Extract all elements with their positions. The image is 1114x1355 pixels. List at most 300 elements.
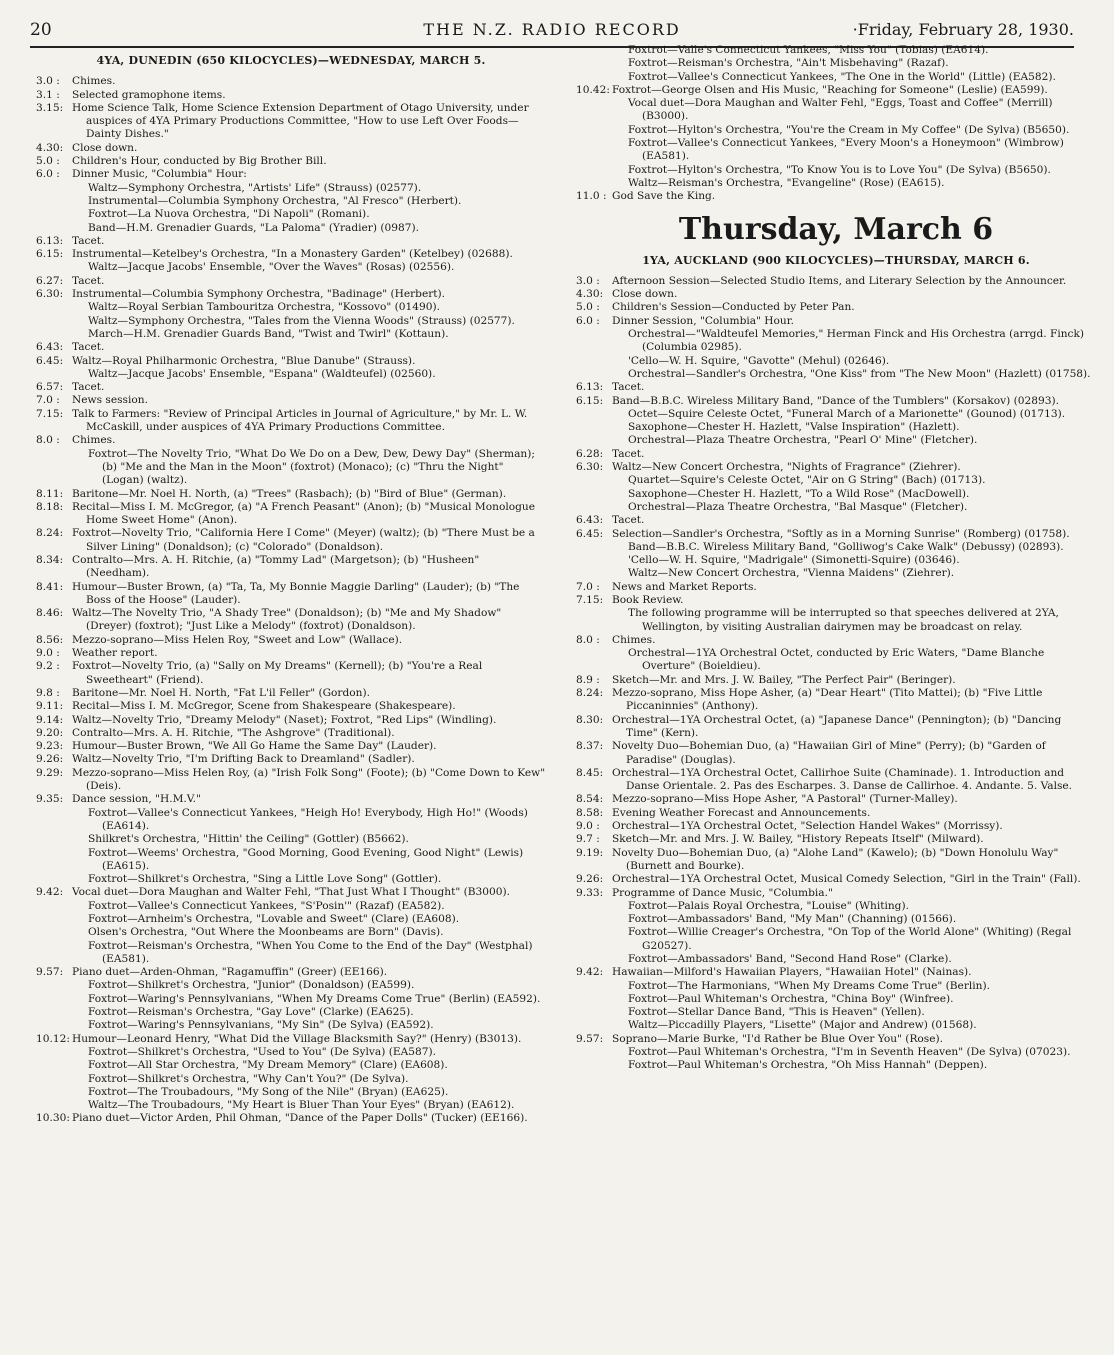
programme-entry [36, 767, 546, 794]
entry-text: Evening Weather Forecast and Announcements. [612, 806, 871, 819]
entry-time: 6.15: [36, 248, 64, 261]
entry-text: Sketch—Mr. and Mrs. J. W. Bailey, "The Perfect Pair" (Beringer). [612, 673, 956, 686]
programme-entry [36, 195, 546, 208]
entry-text: Vocal duet—Dora Maughan and Walter Fehl, "Eggs, Toast and Coffee" (Merrill) (B3000). [628, 97, 1053, 123]
programme-entry [36, 687, 546, 700]
entry-time: 9.7 : [576, 833, 600, 846]
entry-text: Foxtrot—Novelty Trio, (a) "Sally on My Dreams" (Kernell); (b) "You're a Real Sweetheart" (Friend). [72, 660, 483, 686]
entry-time: 9.8 : [36, 686, 60, 699]
programme-entry [576, 84, 1096, 97]
programme-entry [36, 368, 546, 381]
entry-text: Foxtrot—Paul Whiteman's Orchestra, "Oh Miss Hannah" (Deppen). [628, 1059, 988, 1072]
programme-entry [36, 913, 546, 926]
entry-time: 6.30: [36, 288, 64, 301]
programme-entry [576, 395, 1096, 408]
programme-entry [36, 501, 546, 528]
entry-text: Contralto—Mrs. A. H. Ritchie, (a) "Tommy Lad" (Margetson); (b) "Husheen" (Needham). [72, 553, 480, 580]
entry-text: Foxtrot—Hylton's Orchestra, "To Know You is to Love You" (De Sylva) (B5650). [628, 163, 1051, 176]
entry-text: Programme of Dance Music, "Columbia." [612, 886, 833, 899]
programme-entry [36, 488, 546, 501]
programme-entry [36, 660, 546, 687]
entry-time: 6.30: [576, 461, 604, 474]
programme-entry [576, 847, 1096, 874]
entry-time: 3.15: [36, 101, 64, 114]
entry-text: Tacet. [72, 341, 105, 354]
programme-entry [576, 275, 1096, 288]
entry-text: Orchestral—Sandler's Orchestra, "One Kiss" from "The New Moon" (Hazlett) (01758). [628, 367, 1091, 380]
entry-time: 6.15: [576, 394, 604, 407]
entry-text: Dance session, "H.M.V." [72, 793, 201, 806]
programme-entry [576, 528, 1096, 541]
entry-time: 9.33: [576, 886, 604, 899]
programme-entry [576, 873, 1096, 886]
entry-text: Weather report. [72, 647, 158, 660]
entry-time: 6.0 : [36, 168, 60, 181]
entry-text: Tacet. [72, 381, 105, 394]
entry-text: Dinner Session, "Columbia" Hour. [612, 314, 794, 327]
entry-text: Orchestral—1YA Orchestral Octet, conducted by Eric Waters, "Dame Blanche Overture" (Boieldieu). [628, 647, 1045, 673]
programme-entry [36, 900, 546, 913]
entry-time: 6.13: [36, 234, 64, 247]
entry-text: Foxtrot—Shilkret's Orchestra, "Sing a Little Love Song" (Gottler). [88, 873, 442, 886]
programme-entry [36, 1019, 546, 1032]
programme-entry [36, 261, 546, 274]
entry-text: Foxtrot—The Novelty Trio, "What Do We Do on a Dew, Dew, Dewy Day" (Sherman); (b) "Me and the Man in the Moon" (foxtrot) (Monaco); (c) "Thru the Night" (Logan) (waltz). [88, 447, 535, 487]
entry-time: 8.11: [36, 487, 64, 500]
programme-entry [576, 900, 1096, 913]
programme-entry [576, 137, 1096, 164]
entry-text: Close down. [72, 141, 138, 154]
programme-entry [36, 873, 546, 886]
programme-entry [36, 1112, 546, 1125]
entry-time: 5.0 : [576, 301, 600, 314]
entry-time: 9.2 : [36, 660, 60, 673]
programme-entry [576, 740, 1096, 767]
programme-entry [36, 248, 546, 261]
programme-entry [576, 434, 1096, 447]
entry-time: 9.19: [576, 846, 604, 859]
programme-entry [576, 301, 1096, 314]
programme-entry [36, 833, 546, 846]
entry-text: Foxtrot—Hylton's Orchestra, "You're the Cream in My Coffee" (De Sylva) (B5650). [628, 123, 1070, 136]
entry-text: Foxtrot—Ambassadors' Band, "Second Hand Rose" (Clarke). [628, 953, 952, 965]
entry-text: Book Review. [612, 593, 684, 606]
entry-text: News session. [72, 394, 148, 407]
entry-text: Chimes. [72, 75, 116, 88]
entry-text: Foxtrot—The Troubadours, "My Song of the Nile" (Bryan) (EA625). [88, 1085, 449, 1098]
entry-time: 6.45: [36, 354, 64, 367]
entry-time: 8.41: [36, 580, 64, 593]
entry-text: Band—B.B.C. Wireless Military Band, "Dance of the Tumblers" (Korsakov) (02893). [612, 394, 1059, 407]
programme-entry [36, 288, 546, 301]
entry-time: 7.15: [576, 593, 604, 606]
entry-text: Orchestral—"Waldteufel Memories," Herman Finck and His Orchestra (arrgd. Finck) (Columbia 02985). [628, 328, 1085, 354]
entry-text: Baritone—Mr. Noel H. North, (a) "Trees" (Rasbach); (b) "Bird of Blue" (German). [72, 487, 507, 500]
station-heading-4ya: 4YA, DUNEDIN (650 KILOCYCLES)—WEDNESDAY, MARCH 5. [96, 54, 486, 67]
entry-text: Children's Hour, conducted by Big Brother Bill. [72, 155, 327, 168]
station-heading-1ya: 1YA, AUCKLAND (900 KILOCYCLES)—THURSDAY, MARCH 6. [642, 253, 1030, 267]
entry-text: God Save the King. [612, 190, 716, 203]
entry-time: 9.0 : [576, 820, 600, 833]
entry-text: Waltz—Royal Philharmonic Orchestra, "Blue Danube" (Strauss). [72, 354, 416, 367]
programme-entry [36, 926, 546, 939]
entry-time: 3.0 : [576, 274, 600, 287]
entry-text: Saxophone—Chester H. Hazlett, "Valse Inspiration" (Hazlett). [628, 421, 960, 434]
entry-text: Instrumental—Columbia Symphony Orchestra, "Al Fresco" (Herbert). [88, 194, 462, 207]
programme-entry [36, 807, 546, 834]
entry-time: 9.29: [36, 766, 64, 779]
entry-text: Orchestral—1YA Orchestral Octet, "Selection Handel Wakes" (Morrissy). [612, 820, 1003, 833]
programme-entry [36, 979, 546, 992]
entry-text: Foxtrot—Reisman's Orchestra, "Ain't Misbehaving" (Razaf). [628, 57, 949, 70]
programme-entry [36, 1033, 546, 1046]
programme-entry [576, 1033, 1096, 1046]
programme-entry [576, 461, 1096, 474]
entry-text: Novelty Duo—Bohemian Duo, (a) "Hawaiian Girl of Mine" (Perry); (b) "Garden of Paradise" (Douglas). [612, 740, 1046, 766]
entry-text: Olsen's Orchestra, "Out Where the Moonbeams are Born" (Davis). [88, 926, 444, 939]
programme-entry [576, 714, 1096, 741]
entry-time: 8.30: [576, 713, 604, 726]
programme-entry [576, 288, 1096, 301]
entry-text: Waltz—New Concert Orchestra, "Nights of Fragrance" (Ziehrer). [612, 461, 961, 474]
programme-entry [36, 182, 546, 195]
programme-entry [576, 607, 1096, 634]
programme-entry [36, 142, 546, 155]
programme-entry [36, 993, 546, 1006]
entry-time: 5.0 : [36, 155, 60, 168]
publication-title: THE N.Z. RADIO RECORD [423, 20, 681, 39]
entry-time: 9.26: [576, 873, 604, 886]
programme-entry [576, 421, 1096, 434]
entry-text: Orchestral—1YA Orchestral Octet, Callirhoe Suite (Chaminade). 1. Introduction and Danse Orientale. 2. Pas des Escharpes. 3. Danse de Callirhoe. 4. Andante. 5. Valse. [612, 766, 1073, 793]
programme-entry [576, 594, 1096, 607]
entry-text: Orchestral—1YA Orchestral Octet, Musical Comedy Selection, "Girl in the Train" (Fall). [612, 873, 1081, 886]
programme-entry [36, 102, 546, 142]
entry-time: 9.23: [36, 740, 64, 753]
entry-text: Octet—Squire Celeste Octet, "Funeral March of a Marionette" (Gounod) (01713). [628, 407, 1066, 420]
programme-entry [36, 168, 546, 181]
programme-entry [576, 44, 1096, 57]
entry-text: Foxtrot—Arnheim's Orchestra, "Lovable and Sweet" (Clare) (EA608). [88, 913, 460, 925]
programme-entry [576, 793, 1096, 806]
entry-text: Foxtrot—Vallee's Connecticut Yankees, "Every Moon's a Honeymoon" (Wimbrow) (EA581). [628, 137, 1064, 163]
programme-list-4ya [36, 75, 546, 1125]
entry-text: Waltz—Piccadilly Players, "Lisette" (Major and Andrew) (01568). [628, 1019, 977, 1032]
programme-entry [36, 527, 546, 554]
entry-text: Foxtrot—Palais Royal Orchestra, "Louise" (Whiting). [628, 899, 909, 912]
programme-entry [576, 514, 1096, 527]
entry-text: Humour—Buster Brown, (a) "Ta, Ta, My Bonnie Maggie Darling" (Lauder); (b) "The Boss of the Hoose" (Lauder). [72, 580, 520, 606]
entry-text: Saxophone—Chester H. Hazlett, "To a Wild Rose" (MacDowell). [628, 487, 970, 500]
programme-entry [36, 886, 546, 899]
entry-text: Orchestral—Plaza Theatre Orchestra, "Pearl O' Mine" (Fletcher). [628, 434, 978, 447]
programme-entry [36, 940, 546, 967]
entry-text: Close down. [612, 288, 678, 301]
entry-text: Tacet. [72, 274, 105, 287]
entry-text: Tacet. [612, 447, 645, 460]
programme-entry [576, 177, 1096, 190]
programme-entry [36, 1073, 546, 1086]
entry-text: Home Science Talk, Home Science Extension Department of Otago University, under auspices of 4YA Primary Productions Committee, "How to use Left Over Foods—Dainty Dishes." [72, 101, 529, 141]
programme-entry [36, 847, 546, 874]
entry-text: Foxtrot—Willie Creager's Orchestra, "On Top of the World Alone" (Whiting) (Regal G20527). [628, 926, 1072, 952]
programme-entry [36, 275, 546, 288]
entry-text: Vocal duet—Dora Maughan and Walter Fehl, "That Just What I Thought" (B3000). [72, 886, 511, 899]
programme-entry [36, 75, 546, 88]
entry-text: Band—B.B.C. Wireless Military Band, "Golliwog's Cake Walk" (Debussy) (02893). [628, 540, 1064, 553]
programme-entry [36, 1099, 546, 1112]
entry-time: 3.1 : [36, 88, 60, 101]
programme-entry [36, 328, 546, 341]
entry-text: Foxtrot—Vallee's Connecticut Yankees, "S'Posin'" (Razaf) (EA582). [88, 899, 445, 912]
programme-entry [576, 381, 1096, 394]
programme-entry [576, 581, 1096, 594]
programme-entry [576, 57, 1096, 70]
entry-text: Soprano—Marie Burke, "I'd Rather be Blue Over You" (Rose). [612, 1032, 944, 1045]
entry-text: Orchestral—Plaza Theatre Orchestra, "Bal Masque" (Fletcher). [628, 500, 968, 513]
programme-entry [576, 767, 1096, 794]
programme-entry [576, 554, 1096, 567]
entry-text: Selection—Sandler's Orchestra, "Softly as in a Morning Sunrise" (Romberg) (01758). [612, 527, 1070, 540]
entry-text: News and Market Reports. [612, 580, 757, 593]
entry-text: Foxtrot—Shilkret's Orchestra, "Why Can't You?" (De Sylva). [88, 1072, 409, 1085]
programme-entry [576, 97, 1096, 124]
entry-text: Foxtrot—Vallee's Connecticut Yankees, "Heigh Ho! Everybody, High Ho!" (Woods) (EA614). [88, 806, 528, 832]
programme-entry [576, 993, 1096, 1006]
programme-entry [36, 89, 546, 102]
programme-entry [36, 341, 546, 354]
entry-text: Recital—Miss I. M. McGregor, (a) "A French Peasant" (Anon); (b) "Musical Monologue Home Sweet Home" (Anon). [72, 500, 535, 527]
entry-text: Waltz—Symphony Orchestra, "Artists' Life" (Strauss) (02577). [88, 181, 422, 194]
entry-text: Foxtrot—All Star Orchestra, "My Dream Memory" (Clare) (EA608). [88, 1059, 448, 1072]
programme-entry [576, 1006, 1096, 1019]
entry-time: 6.43: [576, 514, 604, 527]
programme-entry [576, 913, 1096, 926]
programme-entry [576, 634, 1096, 647]
entry-text: Chimes. [72, 434, 116, 447]
entry-text: Foxtrot—Valle's Connecticut Yankees, "Miss You" (Tobias) (EA614). [628, 44, 989, 56]
entry-time: 8.45: [576, 766, 604, 779]
programme-entry [36, 714, 546, 727]
entry-text: Foxtrot—Reisman's Orchestra, "When You Come to the End of the Day" (Westphal) (EA581). [88, 939, 533, 965]
programme-entry [36, 607, 546, 634]
entry-text: Foxtrot—Reisman's Orchestra, "Gay Love" (Clarke) (EA625). [88, 1006, 414, 1019]
entry-text: Foxtrot—Novelty Trio, "California Here I Come" (Meyer) (waltz); (b) "There Must be a Silver Lining" (Donaldson); (c) "Colorado" (Donaldson). [72, 527, 535, 553]
entry-text: Waltz—Novelty Trio, "Dreamy Melody" (Naset); Foxtrot, "Red Lips" (Windling). [72, 713, 497, 726]
programme-entry [576, 1059, 1096, 1072]
left-column [36, 52, 546, 1126]
entry-text: Children's Session—Conducted by Peter Pan. [612, 301, 855, 314]
programme-entry [576, 164, 1096, 177]
programme-entry [576, 190, 1096, 203]
entry-time: 7.15: [36, 407, 64, 420]
entry-time: 9.11: [36, 700, 64, 713]
programme-entry [576, 448, 1096, 461]
programme-entry [36, 355, 546, 368]
page-number: 20 [30, 20, 52, 40]
issue-date: ·Friday, February 28, 1930. [852, 20, 1074, 39]
programme-entry [576, 647, 1096, 674]
entry-text: Foxtrot—Weems' Orchestra, "Good Morning, Good Evening, Good Night" (Lewis) (EA615). [88, 846, 524, 872]
programme-entry [36, 647, 546, 660]
entry-text: Foxtrot—Paul Whiteman's Orchestra, "China Boy" (Winfree). [628, 992, 954, 1005]
entry-time: 11.0 : [576, 190, 607, 203]
programme-entry [36, 966, 546, 979]
programme-entry [576, 953, 1096, 966]
entry-time: 9.0 : [36, 647, 60, 660]
entry-time: 8.56: [36, 633, 64, 646]
entry-time: 7.0 : [36, 394, 60, 407]
entry-time: 6.43: [36, 341, 64, 354]
programme-entry [576, 1019, 1096, 1032]
entry-time: 6.27: [36, 274, 64, 287]
programme-entry [576, 820, 1096, 833]
entry-time: 6.13: [576, 381, 604, 394]
entry-text: Sketch—Mr. and Mrs. J. W. Bailey, "History Repeats Itself" (Milward). [612, 833, 984, 846]
programme-entry [36, 155, 546, 168]
programme-entry [576, 674, 1096, 687]
entry-text: Humour—Leonard Henry, "What Did the Village Blacksmith Say?" (Henry) (B3013). [72, 1032, 522, 1045]
programme-entry [576, 124, 1096, 137]
entry-text: Instrumental—Columbia Symphony Orchestra, "Badinage" (Herbert). [72, 288, 446, 301]
entry-text: Waltz—Reisman's Orchestra, "Evangeline" (Rose) (EA615). [628, 176, 945, 189]
entry-text: Instrumental—Ketelbey's Orchestra, "In a Monastery Garden" (Ketelbey) (02688). [72, 248, 513, 261]
entry-time: 9.14: [36, 713, 64, 726]
programme-entry [36, 235, 546, 248]
entry-time: 3.0 : [36, 75, 60, 88]
entry-text: Afternoon Session—Selected Studio Items, and Literary Selection by the Announcer. [612, 274, 1067, 287]
entry-time: 10.12: [36, 1032, 70, 1045]
entry-time: 6.57: [36, 381, 64, 394]
entry-text: Foxtrot—Shilkret's Orchestra, "Junior" (Donaldson) (EA599). [88, 979, 415, 992]
entry-text: Waltz—Novelty Trio, "I'm Drifting Back to Dreamland" (Sadler). [72, 753, 415, 766]
entry-time: 10.42: [576, 83, 610, 96]
programme-entry [36, 740, 546, 753]
entry-text: Hawaiian—Milford's Hawaiian Players, "Hawaiian Hotel" (Nainas). [612, 966, 972, 979]
entry-time: 4.30: [36, 141, 64, 154]
programme-entry [36, 408, 546, 435]
entry-text: Quartet—Squire's Celeste Octet, "Air on G String" (Bach) (01713). [628, 474, 986, 487]
programme-entry [576, 687, 1096, 714]
entry-time: 8.46: [36, 607, 64, 620]
entry-text: Foxtrot—Paul Whiteman's Orchestra, "I'm in Seventh Heaven" (De Sylva) (07023). [628, 1046, 1071, 1059]
entry-text: Foxtrot—The Harmonians, "When My Dreams Come True" (Berlin). [628, 979, 990, 992]
entry-text: 'Cello—W. H. Squire, "Madrigale" (Simonetti-Squire) (03646). [628, 554, 960, 567]
entry-text: Waltz—Symphony Orchestra, "Tales from the Vienna Woods" (Strauss) (02577). [88, 314, 515, 327]
day-heading: Thursday, March 6 [678, 211, 994, 247]
programme-entry [576, 501, 1096, 514]
programme-entry [36, 1006, 546, 1019]
entry-time: 4.30: [576, 288, 604, 301]
programme-entry [36, 634, 546, 647]
entry-text: Band—H.M. Grenadier Guards, "La Paloma" (Yradier) (0987). [88, 221, 419, 234]
programme-entry [576, 887, 1096, 900]
entry-time: 9.42: [36, 886, 64, 899]
programme-entry [576, 541, 1096, 554]
entry-text: Foxtrot—Vallee's Connecticut Yankees, "The One in the World" (Little) (EA582). [628, 70, 1056, 83]
entry-text: Foxtrot—Ambassadors' Band, "My Man" (Channing) (01566). [628, 913, 957, 926]
entry-text: The following programme will be interrupted so that speeches delivered at 2YA, Wellington, by visiting Australian dairymen may be broadcast on relay. [628, 607, 1059, 633]
entry-text: Waltz—New Concert Orchestra, "Vienna Maidens" (Ziehrer). [628, 567, 955, 580]
programme-entry [36, 554, 546, 581]
programme-entry [576, 926, 1096, 953]
entry-text: Chimes. [612, 633, 656, 646]
entry-time: 8.9 : [576, 673, 600, 686]
entry-time: 8.37: [576, 740, 604, 753]
entry-text: Waltz—The Troubadours, "My Heart is Bluer Than Your Eyes" (Bryan) (EA612). [88, 1099, 515, 1112]
entry-time: 9.57: [36, 966, 64, 979]
entry-text: Mezzo-soprano—Miss Helen Roy, "Sweet and Low" (Wallace). [72, 633, 403, 646]
programme-entry [36, 1059, 546, 1072]
programme-entry [576, 71, 1096, 84]
entry-text: Novelty Duo—Bohemian Duo, (a) "Alohe Land" (Kawelo); (b) "Down Honolulu Way" (Burnett and Bourke). [612, 846, 1059, 872]
entry-text: March—H.M. Grenadier Guards Band, "Twist and Twirl" (Kottaun). [88, 327, 449, 340]
entry-time: 8.0 : [576, 633, 600, 646]
programme-entry [36, 1046, 546, 1059]
entry-time: 6.28: [576, 447, 604, 460]
entry-text: Foxtrot—Shilkret's Orchestra, "Used to You" (De Sylva) (EA587). [88, 1045, 436, 1058]
entry-time: 9.35: [36, 793, 64, 806]
right-column [576, 44, 1096, 1073]
entry-text: Foxtrot—George Olsen and His Music, "Reaching for Someone" (Leslie) (EA599). [612, 83, 1048, 96]
entry-text: Mezzo-soprano—Miss Helen Roy, (a) "Irish Folk Song" (Foote); (b) "Come Down to Kew" (Deis). [72, 766, 546, 793]
entry-text: Recital—Miss I. M. McGregor, Scene from Shakespeare (Shakespeare). [72, 700, 456, 713]
programme-entry [36, 381, 546, 394]
entry-text: Waltz—Royal Serbian Tambouritza Orchestra, "Kossovo" (01490). [88, 301, 440, 314]
entry-text: Foxtrot—Stellar Dance Band, "This is Heaven" (Yellen). [628, 1006, 925, 1019]
programme-entry [36, 753, 546, 766]
entry-time: 9.26: [36, 753, 64, 766]
programme-entry [576, 408, 1096, 421]
programme-entry [576, 567, 1096, 580]
entry-text: Shilkret's Orchestra, "Hittin' the Ceiling" (Gottler) (B5662). [88, 833, 409, 846]
entry-time: 8.18: [36, 500, 64, 513]
entry-text: Tacet. [72, 234, 105, 247]
programme-entry [36, 222, 546, 235]
entry-time: 8.0 : [36, 434, 60, 447]
entry-text: Piano duet—Arden-Ohman, "Ragamuffin" (Greer) (EE166). [72, 966, 388, 979]
entry-time: 8.24: [576, 687, 604, 700]
entry-text: Foxtrot—Waring's Pennsylvanians, "When My Dreams Come True" (Berlin) (EA592). [88, 992, 541, 1005]
entry-text: Dinner Music, "Columbia" Hour: [72, 168, 247, 181]
entry-text: Tacet. [612, 514, 645, 527]
programme-entry [36, 700, 546, 713]
entry-text: 'Cello—W. H. Squire, "Gavotte" (Mehul) (02646). [628, 354, 890, 367]
programme-entry [36, 793, 546, 806]
entry-text: Humour—Buster Brown, "We All Go Hame the Same Day" (Lauder). [72, 740, 437, 753]
entry-time: 7.0 : [576, 580, 600, 593]
programme-entry [36, 727, 546, 740]
programme-entry [36, 448, 546, 488]
programme-entry [576, 1046, 1096, 1059]
programme-entry [576, 833, 1096, 846]
programme-entry [36, 581, 546, 608]
entry-text: Mezzo-soprano, Miss Hope Asher, (a) "Dear Heart" (Tito Mattei); (b) "Five Little Piccaninnies" (Anthony). [612, 687, 1043, 713]
entry-text: Talk to Farmers: "Review of Principal Articles in Journal of Agriculture," by Mr. L. W. McCaskill, under auspices of 4YA Primary Productions Committee. [72, 407, 528, 434]
entry-text: Orchestral—1YA Orchestral Octet, (a) "Japanese Dance" (Pennington); (b) "Dancing Time" (Kern). [612, 713, 1062, 739]
entry-time: 8.58: [576, 806, 604, 819]
programme-entry [36, 434, 546, 447]
programme-entry [36, 394, 546, 407]
entry-text: Piano duet—Victor Arden, Phil Ohman, "Dance of the Paper Dolls" (Tucker) (EE166). [72, 1112, 528, 1125]
entry-text: Selected gramophone items. [72, 88, 226, 101]
programme-entry [36, 1086, 546, 1099]
entry-time: 9.57: [576, 1032, 604, 1045]
entry-text: Foxtrot—Waring's Pennsylvanians, "My Sin" (De Sylva) (EA592). [88, 1019, 434, 1032]
entry-text: Mezzo-soprano—Miss Hope Asher, "A Pastoral" (Turner-Malley). [612, 793, 958, 806]
entry-text: Waltz—Jacque Jacobs' Ensemble, "Espana" (Waldteufel) (02560). [88, 367, 436, 380]
programme-list-1ya [576, 275, 1096, 1073]
